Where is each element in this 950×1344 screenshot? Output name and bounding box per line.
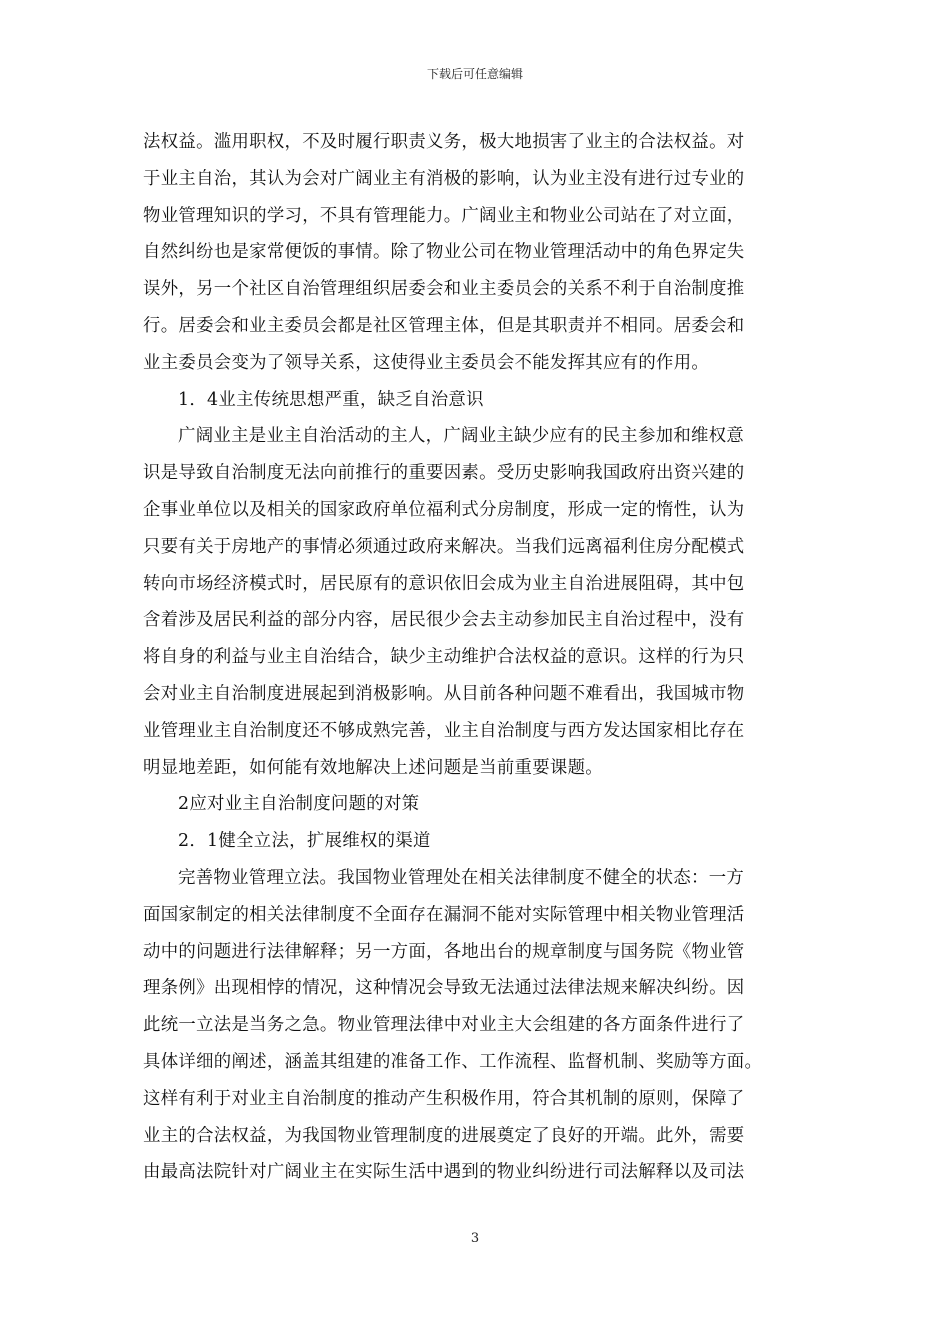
text-line: 行。居委会和业主委员会都是社区管理主体，但是其职责并不相同。居委会和: [143, 315, 745, 336]
text-line: 企事业单位以及相关的国家政府单位福利式分房制度，形成一定的惰性，认为: [143, 499, 745, 520]
text-line: 将自身的利益与业主自治结合，缺少主动维护合法权益的意识。这样的行为只: [143, 647, 745, 668]
text-line: 由最高法院针对广阔业主在实际生活中遇到的物业纠纷进行司法解释以及司法: [143, 1162, 745, 1183]
text-line: 物业管理知识的学习，不具有管理能力。广阔业主和物业公司站在了对立面，: [143, 205, 745, 226]
text-line: 误外，另一个社区自治管理组织居委会和业主委员会的关系不利于自治制度推: [143, 279, 745, 300]
text-line: 业主委员会变为了领导关系，这使得业主委员会不能发挥其应有的作用。: [143, 352, 710, 373]
text-line: 明显地差距，如何能有效地解决上述问题是当前重要课题。: [143, 757, 603, 778]
text-line: 会对业主自治制度进展起到消极影响。从目前各种问题不难看出，我国城市物: [143, 683, 745, 704]
text-line: 此统一立法是当务之急。物业管理法律中对业主大会组建的各方面条件进行了: [143, 1015, 745, 1036]
text-line: 业主的合法权益，为我国物业管理制度的进展奠定了良好的开端。此外，需要: [143, 1125, 745, 1146]
page-number: 3: [470, 1231, 480, 1246]
text-line: 转向市场经济模式时，居民原有的意识依旧会成为业主自治进展阻碍，其中包: [143, 573, 745, 594]
text-line: 完善物业管理立法。我国物业管理处在相关法律制度不健全的状态：一方: [178, 867, 745, 888]
text-line: 业管理业主自治制度还不够成熟完善，业主自治制度与西方发达国家相比存在: [143, 720, 745, 741]
text-line: 广阔业主是业主自治活动的主人，广阔业主缺少应有的民主参加和维权意: [178, 426, 745, 447]
text-line: 这样有利于对业主自治制度的推动产生积极作用，符合其机制的原则，保障了: [143, 1088, 745, 1109]
text-line: 动中的问题进行法律解释；另一方面，各地出台的规章制度与国务院《物业管: [143, 941, 745, 962]
text-line: 只要有关于房地产的事情必须通过政府来解决。当我们远离福利住房分配模式: [143, 536, 745, 557]
text-line: 1．4业主传统思想严重，缺乏自治意识: [178, 389, 484, 410]
text-line: 于业主自治，其认为会对广阔业主有消极的影响，认为业主没有进行过专业的: [143, 168, 745, 189]
document-body: [143, 124, 807, 1191]
text-line: 自然纠纷也是家常便饭的事情。除了物业公司在物业管理活动中的角色界定失: [143, 242, 745, 263]
page-header: 下载后可任意编辑: [426, 67, 523, 81]
text-line: 法权益。滥用职权，不及时履行职责义务，极大地损害了业主的合法权益。对: [143, 132, 745, 152]
text-line: 识是导致自治制度无法向前推行的重要因素。受历史影响我国政府出资兴建的: [143, 463, 745, 484]
text-line: 理条例》出现相悖的情况，这种情况会导致无法通过法律法规来解决纠纷。因: [143, 978, 745, 999]
text-line: 2应对业主自治制度问题的对策: [178, 794, 420, 815]
text-line: 具体详细的阐述，涵盖其组建的准备工作、工作流程、监督机制、奖励等方面。: [143, 1051, 763, 1072]
text-line: 面国家制定的相关法律制度不全面存在漏洞不能对实际管理中相关物业管理活: [143, 904, 745, 925]
text-line: 含着涉及居民利益的部分内容，居民很少会去主动参加民主自治过程中，没有: [143, 610, 745, 631]
text-line: 2．1健全立法，扩展维权的渠道: [178, 831, 431, 852]
